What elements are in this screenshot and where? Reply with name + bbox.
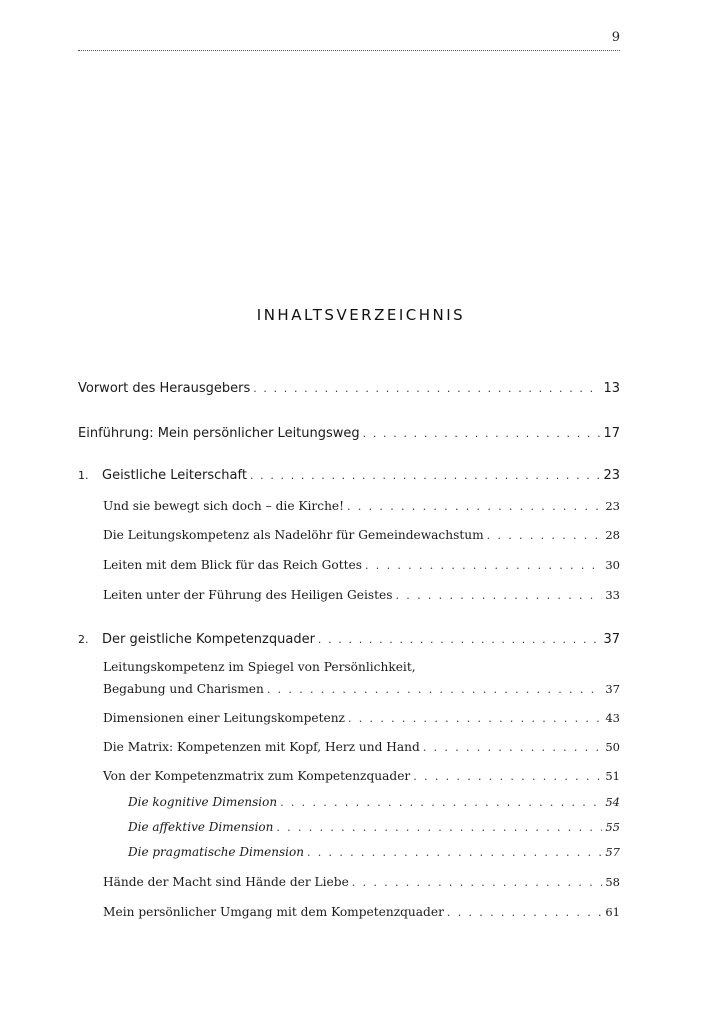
toc-subsection-2-4-3[interactable]: [128, 845, 620, 859]
dot-leader: [363, 427, 601, 440]
toc-entry-vorwort[interactable]: [78, 381, 620, 396]
dot-leader: [267, 683, 603, 696]
toc-entry-page: 17: [603, 426, 620, 441]
dot-leader: [352, 876, 603, 889]
page-number: 9: [611, 30, 620, 45]
dot-leader: [365, 559, 602, 572]
toc-subsection-2-4-2[interactable]: [128, 820, 620, 834]
toc-entry-label: Und sie bewegt sich doch – die Kirche!: [103, 499, 345, 513]
toc-entry-page: 51: [605, 769, 620, 783]
toc-chapter-2[interactable]: [78, 632, 620, 647]
dot-leader: [396, 589, 603, 602]
toc-entry-page: 37: [603, 632, 620, 647]
toc-entry-page: 13: [603, 381, 620, 396]
toc-entry-label: Der geistliche Kompetenzquader: [102, 632, 315, 647]
toc-entry-label: Leiten mit dem Blick für das Reich Gottes: [103, 558, 362, 572]
toc-entry-page: 23: [605, 499, 620, 513]
toc-entry-page: 28: [605, 528, 620, 542]
toc-entry-page: 30: [605, 558, 620, 572]
toc-entry-label: Leiten unter der Führung des Heiligen Geistes: [103, 588, 393, 602]
toc-chapter-1[interactable]: [78, 468, 620, 483]
toc-entry-label: Die Matrix: Kompetenzen mit Kopf, Herz und Hand: [103, 740, 420, 754]
toc-entry-label: Vorwort des Herausgebers: [78, 381, 251, 396]
toc-section-2-6[interactable]: [103, 905, 620, 919]
dot-leader: [413, 770, 602, 783]
toc-entry-label: Einführung: Mein persönlicher Leitungsweg: [78, 426, 360, 441]
toc-section-2-3[interactable]: [103, 740, 620, 754]
dot-leader: [318, 633, 601, 646]
dot-leader: [423, 741, 603, 754]
toc-entry-label: Die pragmatische Dimension: [128, 845, 304, 859]
chapter-number: 2.: [78, 633, 89, 646]
toc-section-2-5[interactable]: [103, 875, 620, 889]
toc-entry-page: 55: [605, 820, 620, 834]
dot-leader: [307, 846, 602, 859]
dot-leader: [487, 529, 603, 542]
toc-entry-page: 37: [605, 682, 620, 696]
toc-section-1-2[interactable]: [103, 528, 620, 542]
toc-entry-page: 57: [605, 845, 620, 859]
toc-subsection-2-4-1[interactable]: [128, 795, 620, 809]
dot-leader: [447, 906, 602, 919]
toc-entry-einfuehrung[interactable]: [78, 426, 620, 441]
toc-entry-page: 54: [605, 795, 620, 809]
toc-section-1-3[interactable]: [103, 558, 620, 572]
toc-section-1-4[interactable]: [103, 588, 620, 602]
toc-section-2-2[interactable]: [103, 711, 620, 725]
toc-chapter-heading: [78, 468, 247, 483]
dot-leader: [280, 796, 602, 809]
toc-entry-label: Mein persönlicher Umgang mit dem Kompetenzquader: [103, 905, 444, 919]
toc-entry-label: Dimensionen einer Leitungskompetenz: [103, 711, 345, 725]
toc-title: INHALTSVERZEICHNIS: [256, 306, 466, 324]
dot-leader: [253, 382, 600, 395]
toc-section-1-1[interactable]: [103, 499, 620, 513]
toc-entry-label: Die Leitungskompetenz als Nadelöhr für Gemeindewachstum: [103, 528, 484, 542]
toc-entry-label: Die kognitive Dimension: [128, 795, 278, 809]
toc-section-2-4[interactable]: [103, 769, 620, 783]
toc-chapter-heading: [78, 632, 315, 647]
toc-entry-label: Hände der Macht sind Hände der Liebe: [103, 875, 349, 889]
toc-section-2-1-first-line: Leitungskompetenz im Spiegel von Persönlichkeit,: [103, 660, 416, 674]
toc-entry-page: 43: [605, 711, 620, 725]
toc-entry-page: 58: [605, 875, 620, 889]
toc-section-2-1[interactable]: [103, 682, 620, 696]
toc-entry-page: 23: [603, 468, 620, 483]
dot-leader: [347, 500, 602, 513]
toc-entry-page: 50: [605, 740, 620, 754]
dot-leader: [250, 469, 601, 482]
chapter-number: 1.: [78, 469, 89, 482]
toc-entry-page: 33: [605, 588, 620, 602]
toc-entry-label: Die affektive Dimension: [128, 820, 274, 834]
toc-entry-label: Begabung und Charismen: [103, 682, 264, 696]
toc-entry-label: Geistliche Leiterschaft: [102, 468, 247, 483]
dot-leader: [276, 821, 602, 834]
dot-leader: [348, 712, 602, 725]
toc-entry-label: Von der Kompetenzmatrix zum Kompetenzquader: [103, 769, 411, 783]
toc-entry-page: 61: [605, 905, 620, 919]
